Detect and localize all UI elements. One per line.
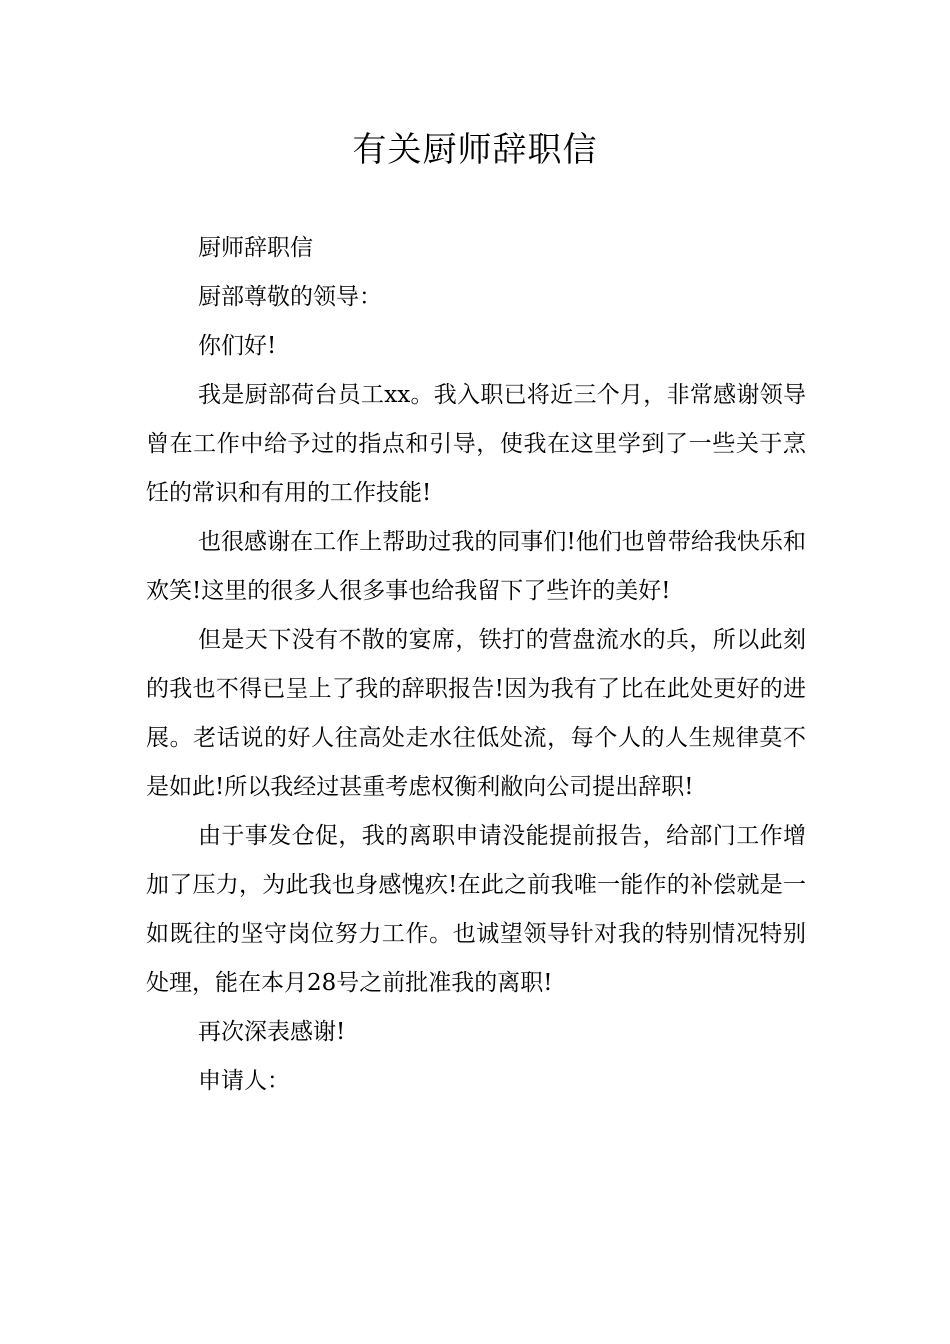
paragraph-request: 由于事发仓促，我的离职申请没能提前报告，给部门工作增加了压力，为此我也身感愧疚!在此之前我唯一能作的补偿就是一如既往的坚守岗位努力工作。也诚望领导针对我的特别情况特别处理，能在本月28号之前批准我的离职! (146, 823, 806, 996)
paragraph-reason: 但是天下没有不散的宴席，铁打的营盘流水的兵，所以此刻的我也不得已呈上了我的辞职报告!因为我有了比在此处更好的进展。老话说的好人往高处走水往低处流，每个人的人生规律莫不是如此!所以我经过甚重考虑权衡利敝向公司提出辞职! (146, 627, 806, 800)
document-title: 有关厨师辞职信 (352, 130, 598, 170)
paragraph-thanks-colleagues: 也很感谢在工作上帮助过我的同事们!他们也曾带给我快乐和欢笑!这里的很多人很多事也给我留下了些许的美好! (146, 529, 806, 604)
greeting: 你们好! (198, 333, 277, 359)
salutation: 厨部尊敬的领导： (198, 284, 382, 310)
paragraph-intro: 我是厨部荷台员工xx。我入职已将近三个月，非常感谢领导曾在工作中给予过的指点和引导，使我在这里学到了一些关于烹饪的常识和有用的工作技能! (146, 382, 806, 506)
applicant-label: 申请人： (198, 1068, 290, 1094)
closing: 再次深表感谢! (198, 1019, 346, 1045)
letter-heading: 厨师辞职信 (198, 235, 313, 261)
letter-body (146, 224, 806, 1106)
